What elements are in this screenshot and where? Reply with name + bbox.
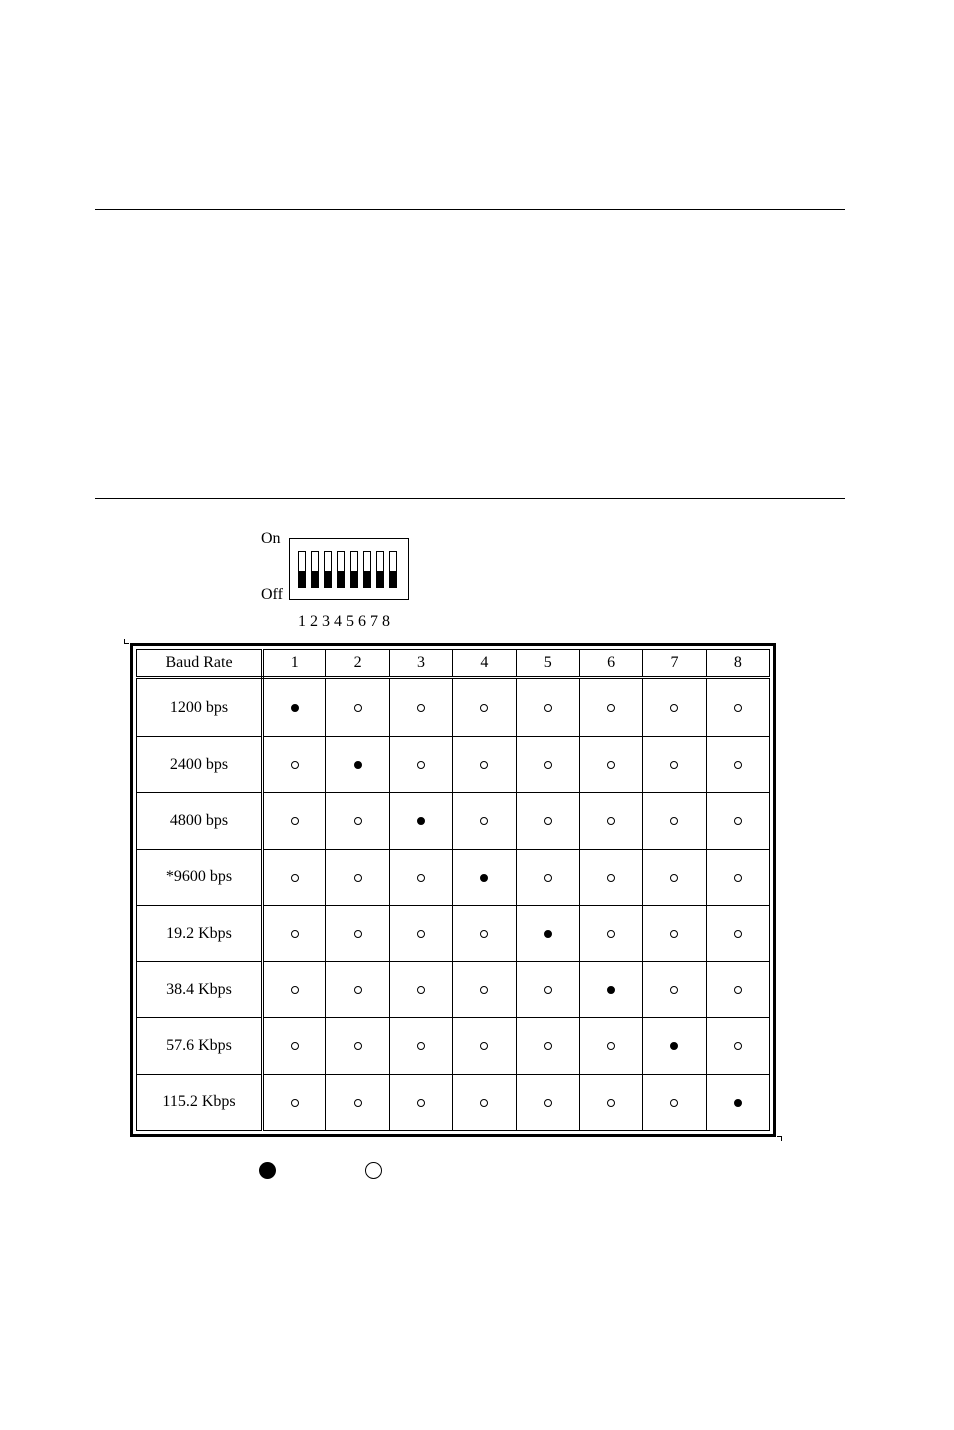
switch-state-cell bbox=[706, 1074, 769, 1130]
switch-state-cell bbox=[643, 905, 706, 961]
switch-state-cell bbox=[516, 1074, 579, 1130]
switch-off-icon bbox=[544, 1042, 552, 1050]
switch-off-icon bbox=[670, 1099, 678, 1107]
switch-off-icon bbox=[417, 761, 425, 769]
dip-switch-diagram bbox=[289, 538, 409, 600]
switch-on-icon bbox=[734, 1099, 742, 1107]
switch-off-icon bbox=[354, 1042, 362, 1050]
switch-state-cell bbox=[326, 737, 389, 793]
switch-off-icon bbox=[354, 930, 362, 938]
switch-off-icon bbox=[607, 704, 615, 712]
switch-off-icon bbox=[480, 986, 488, 994]
switch-off-icon bbox=[291, 1042, 299, 1050]
switch-off-icon bbox=[607, 761, 615, 769]
switch-state-cell bbox=[516, 905, 579, 961]
switch-state-cell bbox=[453, 793, 516, 849]
switch-state-cell bbox=[706, 678, 769, 737]
switch-state-cell bbox=[326, 678, 389, 737]
switch-off-icon bbox=[670, 817, 678, 825]
baud-rate-table-frame bbox=[130, 643, 776, 1137]
dip-switch-knob bbox=[377, 571, 383, 587]
switch-off-icon bbox=[354, 986, 362, 994]
switch-off-icon bbox=[354, 817, 362, 825]
switch-on-icon bbox=[417, 817, 425, 825]
switch-state-cell bbox=[579, 793, 642, 849]
dip-switch-5 bbox=[350, 551, 358, 588]
switch-off-icon bbox=[544, 874, 552, 882]
switch-state-cell bbox=[326, 793, 389, 849]
switch-state-cell bbox=[516, 793, 579, 849]
switch-state-cell bbox=[706, 1018, 769, 1074]
dip-switch-knob bbox=[325, 571, 331, 587]
switch-on-icon bbox=[291, 704, 299, 712]
switch-off-icon bbox=[670, 874, 678, 882]
switch-state-cell bbox=[643, 962, 706, 1018]
switch-state-cell bbox=[579, 849, 642, 905]
switch-state-cell bbox=[706, 905, 769, 961]
switch-off-icon bbox=[544, 1099, 552, 1107]
switch-state-cell bbox=[263, 849, 326, 905]
header-switch-7: 7 bbox=[643, 650, 706, 678]
switch-off-icon bbox=[544, 704, 552, 712]
switch-state-cell bbox=[263, 962, 326, 1018]
baud-rate-table bbox=[136, 649, 770, 1131]
switch-state-cell bbox=[579, 1018, 642, 1074]
switch-state-cell bbox=[706, 737, 769, 793]
switch-on-icon bbox=[670, 1042, 678, 1050]
switch-off-icon bbox=[291, 761, 299, 769]
switch-off-icon bbox=[544, 817, 552, 825]
switch-state-cell bbox=[263, 905, 326, 961]
switch-off-icon bbox=[354, 1099, 362, 1107]
switch-state-cell bbox=[706, 793, 769, 849]
switch-state-cell bbox=[326, 905, 389, 961]
switch-state-cell bbox=[389, 678, 452, 737]
baud-rate-cell: 2400 bps bbox=[137, 737, 263, 793]
switch-state-cell bbox=[579, 905, 642, 961]
switch-state-cell bbox=[453, 962, 516, 1018]
header-switch-4: 4 bbox=[453, 650, 516, 678]
switch-state-cell bbox=[453, 1074, 516, 1130]
switch-off-icon bbox=[544, 761, 552, 769]
dip-switch-4 bbox=[337, 551, 345, 588]
switch-state-cell bbox=[326, 962, 389, 1018]
switch-off-icon bbox=[417, 704, 425, 712]
switch-state-cell bbox=[706, 849, 769, 905]
baud-rate-cell: 115.2 Kbps bbox=[137, 1074, 263, 1130]
switch-off-icon bbox=[291, 817, 299, 825]
switch-off-icon bbox=[291, 1099, 299, 1107]
switch-off-icon bbox=[734, 817, 742, 825]
switch-state-cell bbox=[516, 678, 579, 737]
dip-switch-knob bbox=[299, 571, 305, 587]
switch-on-icon bbox=[480, 874, 488, 882]
switch-state-cell bbox=[579, 1074, 642, 1130]
dip-switch-6 bbox=[363, 551, 371, 588]
switch-on-icon bbox=[607, 986, 615, 994]
switch-off-icon bbox=[480, 930, 488, 938]
table-row bbox=[137, 905, 770, 961]
switch-off-icon bbox=[607, 1042, 615, 1050]
switch-off-icon bbox=[734, 930, 742, 938]
dip-switch-knob bbox=[338, 571, 344, 587]
top-divider bbox=[95, 209, 845, 210]
switch-state-cell bbox=[643, 1074, 706, 1130]
switch-on-icon bbox=[354, 761, 362, 769]
legend-on-symbol-icon bbox=[259, 1162, 276, 1179]
switch-state-cell bbox=[643, 737, 706, 793]
switch-off-icon bbox=[670, 986, 678, 994]
switch-off-icon bbox=[417, 930, 425, 938]
switch-off-icon bbox=[480, 817, 488, 825]
switch-state-cell bbox=[389, 849, 452, 905]
dip-off-label: Off bbox=[261, 586, 283, 603]
switch-state-cell bbox=[453, 1018, 516, 1074]
switch-off-icon bbox=[291, 930, 299, 938]
baud-rate-cell: 1200 bps bbox=[137, 678, 263, 737]
switch-off-icon bbox=[607, 1099, 615, 1107]
switch-off-icon bbox=[417, 1099, 425, 1107]
switch-off-icon bbox=[734, 704, 742, 712]
switch-state-cell bbox=[516, 962, 579, 1018]
switch-state-cell bbox=[389, 1018, 452, 1074]
switch-state-cell bbox=[516, 849, 579, 905]
switch-state-cell bbox=[579, 962, 642, 1018]
header-switch-2: 2 bbox=[326, 650, 389, 678]
table-row bbox=[137, 849, 770, 905]
dip-switch-1 bbox=[298, 551, 306, 588]
switch-off-icon bbox=[354, 704, 362, 712]
switch-off-icon bbox=[291, 874, 299, 882]
header-switch-8: 8 bbox=[706, 650, 769, 678]
switch-off-icon bbox=[734, 986, 742, 994]
switch-state-cell bbox=[263, 1074, 326, 1130]
section-divider bbox=[95, 498, 845, 499]
header-switch-5: 5 bbox=[516, 650, 579, 678]
table-header-row bbox=[137, 650, 770, 678]
switch-off-icon bbox=[670, 761, 678, 769]
baud-rate-cell: *9600 bps bbox=[137, 849, 263, 905]
switch-state-cell bbox=[389, 1074, 452, 1130]
switch-state-cell bbox=[706, 962, 769, 1018]
baud-rate-cell: 4800 bps bbox=[137, 793, 263, 849]
switch-state-cell bbox=[516, 737, 579, 793]
switch-state-cell bbox=[263, 1018, 326, 1074]
switch-off-icon bbox=[544, 986, 552, 994]
dip-switch-knob bbox=[364, 571, 370, 587]
corner-mark-bottom-right bbox=[777, 1136, 782, 1141]
switch-state-cell bbox=[389, 737, 452, 793]
switch-state-cell bbox=[326, 1018, 389, 1074]
switch-off-icon bbox=[734, 874, 742, 882]
switch-state-cell bbox=[643, 678, 706, 737]
switch-state-cell bbox=[326, 1074, 389, 1130]
switch-off-icon bbox=[480, 1099, 488, 1107]
switch-state-cell bbox=[453, 737, 516, 793]
header-baud-rate: Baud Rate bbox=[137, 650, 263, 678]
switch-state-cell bbox=[453, 905, 516, 961]
header-switch-3: 3 bbox=[389, 650, 452, 678]
switch-off-icon bbox=[607, 874, 615, 882]
switch-off-icon bbox=[480, 761, 488, 769]
dip-on-label: On bbox=[261, 530, 281, 547]
switch-state-cell bbox=[643, 793, 706, 849]
switch-off-icon bbox=[417, 1042, 425, 1050]
corner-mark-top-left bbox=[124, 639, 129, 644]
switch-off-icon bbox=[734, 761, 742, 769]
switch-state-cell bbox=[263, 793, 326, 849]
table-row bbox=[137, 1018, 770, 1074]
switch-state-cell bbox=[389, 793, 452, 849]
dip-switch-knob bbox=[390, 571, 396, 587]
baud-rate-cell: 19.2 Kbps bbox=[137, 905, 263, 961]
switch-off-icon bbox=[670, 930, 678, 938]
switch-state-cell bbox=[326, 849, 389, 905]
header-switch-1: 1 bbox=[263, 650, 326, 678]
switch-state-cell bbox=[579, 678, 642, 737]
switch-off-icon bbox=[354, 874, 362, 882]
switch-off-icon bbox=[480, 704, 488, 712]
switch-off-icon bbox=[607, 930, 615, 938]
baud-rate-cell: 38.4 Kbps bbox=[137, 962, 263, 1018]
switch-on-icon bbox=[544, 930, 552, 938]
switch-state-cell bbox=[389, 905, 452, 961]
dip-switch-8 bbox=[389, 551, 397, 588]
switch-off-icon bbox=[734, 1042, 742, 1050]
switch-state-cell bbox=[389, 962, 452, 1018]
header-switch-6: 6 bbox=[579, 650, 642, 678]
table-row bbox=[137, 737, 770, 793]
table-row bbox=[137, 962, 770, 1018]
switch-off-icon bbox=[417, 874, 425, 882]
dip-switch-knob bbox=[351, 571, 357, 587]
table-row bbox=[137, 1074, 770, 1130]
switch-off-icon bbox=[670, 704, 678, 712]
switch-state-cell bbox=[263, 678, 326, 737]
switch-state-cell bbox=[643, 849, 706, 905]
switch-off-icon bbox=[607, 817, 615, 825]
dip-switch-knob bbox=[312, 571, 318, 587]
baud-rate-cell: 57.6 Kbps bbox=[137, 1018, 263, 1074]
switch-state-cell bbox=[579, 737, 642, 793]
dip-switch-3 bbox=[324, 551, 332, 588]
dip-switch-7 bbox=[376, 551, 384, 588]
switch-state-cell bbox=[263, 737, 326, 793]
switch-state-cell bbox=[643, 1018, 706, 1074]
switch-off-icon bbox=[417, 986, 425, 994]
table-row bbox=[137, 678, 770, 737]
legend-off-symbol-icon bbox=[365, 1162, 382, 1179]
switch-state-cell bbox=[453, 849, 516, 905]
switch-state-cell bbox=[453, 678, 516, 737]
dip-switch-numbers: 1 2 3 4 5 6 7 8 bbox=[298, 613, 390, 630]
table-row bbox=[137, 793, 770, 849]
switch-off-icon bbox=[291, 986, 299, 994]
switch-state-cell bbox=[516, 1018, 579, 1074]
switch-off-icon bbox=[480, 1042, 488, 1050]
dip-switch-2 bbox=[311, 551, 319, 588]
